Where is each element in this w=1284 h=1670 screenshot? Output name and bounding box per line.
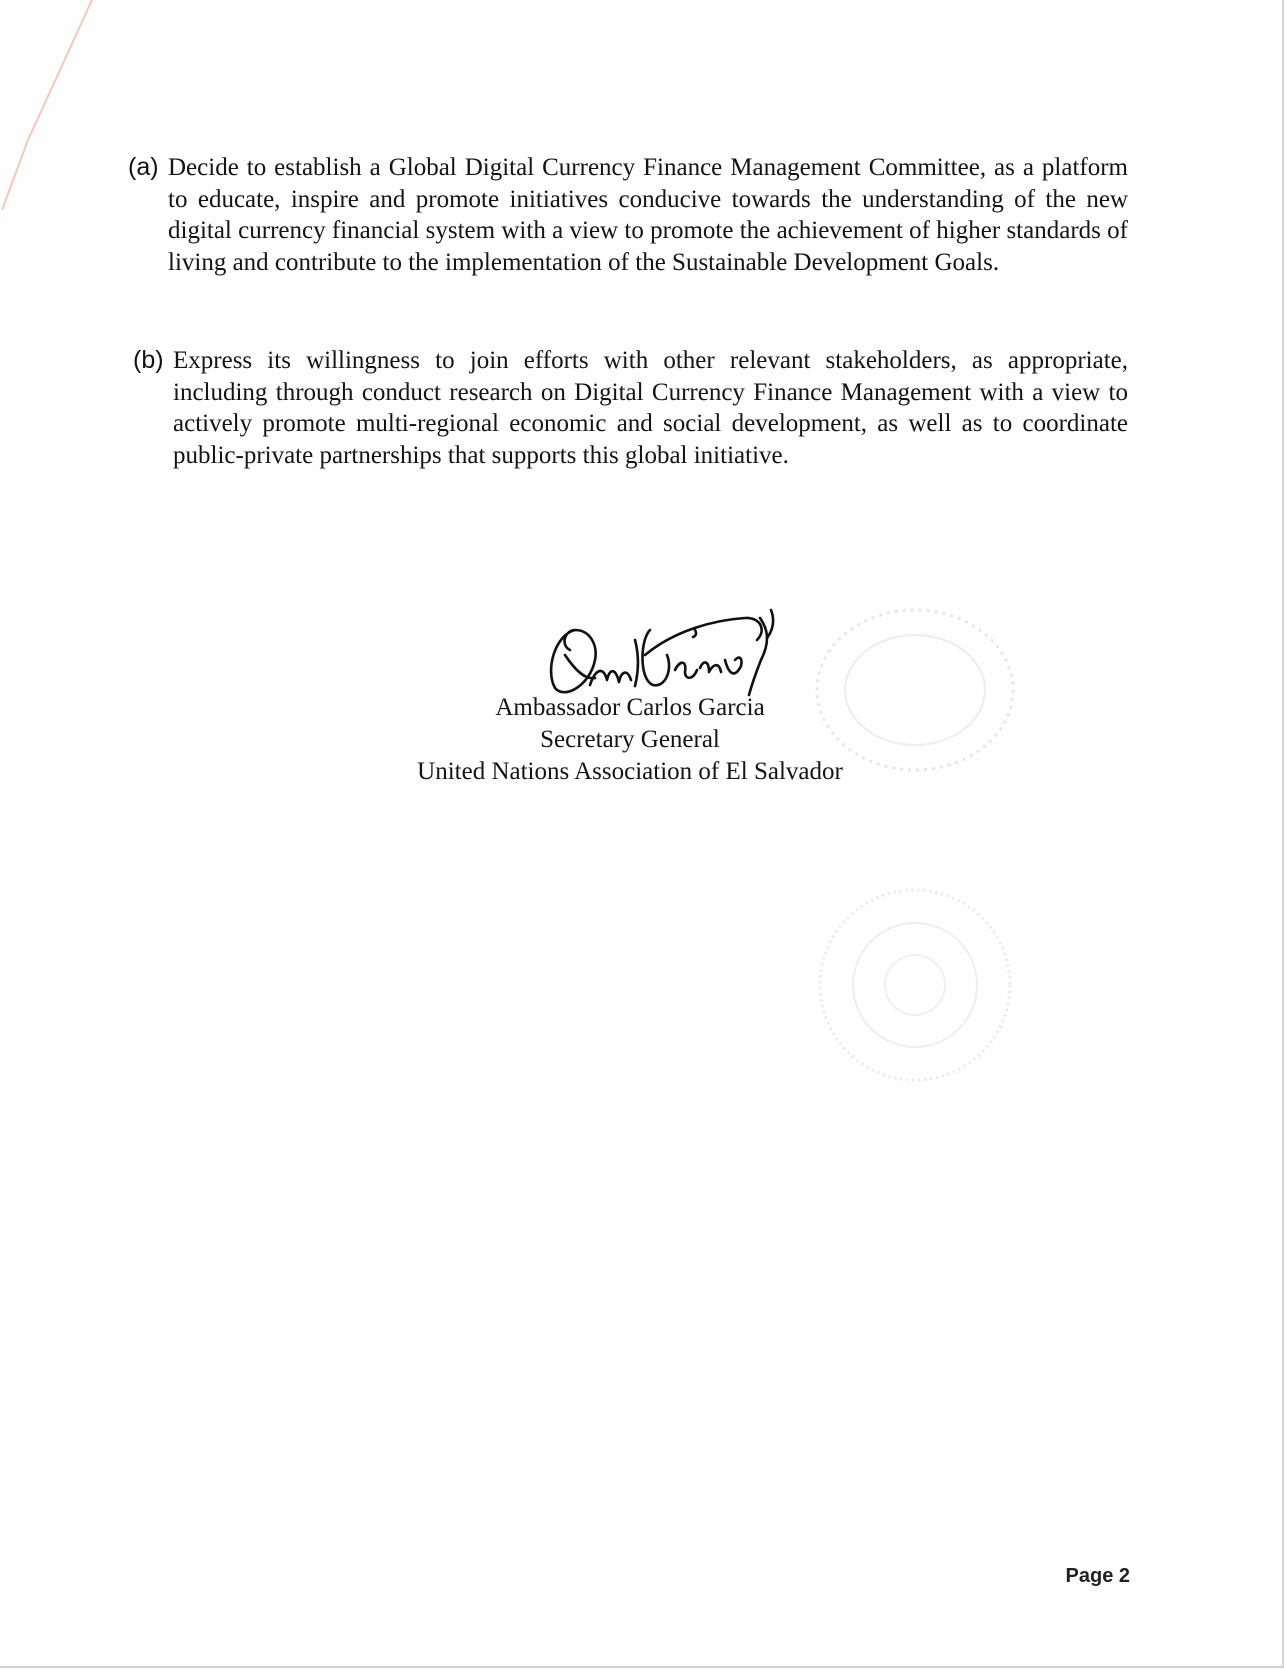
clause-marker: (b) [133, 346, 164, 374]
signatory-organization: United Nations Association of El Salvador [417, 758, 843, 785]
margin-pen-mark [0, 0, 100, 220]
signatory-title: Secretary General [540, 726, 720, 753]
clause-text: Express its willingness to join efforts with other relevant stakeholders, as appropriate, including through conduct research on Digital Currency Finance Management with a view to actively promote multi-regional economic and social development, as well as to coordinate public-private partnerships that supports this global initiative. [173, 347, 1128, 469]
clause-b [133, 345, 1128, 475]
handwritten-signature-icon [535, 600, 785, 700]
clause-marker: (a) [128, 153, 159, 181]
page-number: Page 2 [1065, 1565, 1130, 1587]
signatory-name: Ambassador Carlos Garcia [495, 694, 765, 721]
clause-text: Decide to establish a Global Digital Currency Finance Management Committee, as a platform to educate, inspire and promote initiatives conducive towards the understanding of the new digital currency financial system with a view to promote the achievement of higher standards of living and contribute to the implementation of the Sustainable Development Goals. [168, 154, 1128, 276]
clause-a [128, 152, 1128, 312]
faded-seal-stamp-icon [810, 880, 1020, 1090]
